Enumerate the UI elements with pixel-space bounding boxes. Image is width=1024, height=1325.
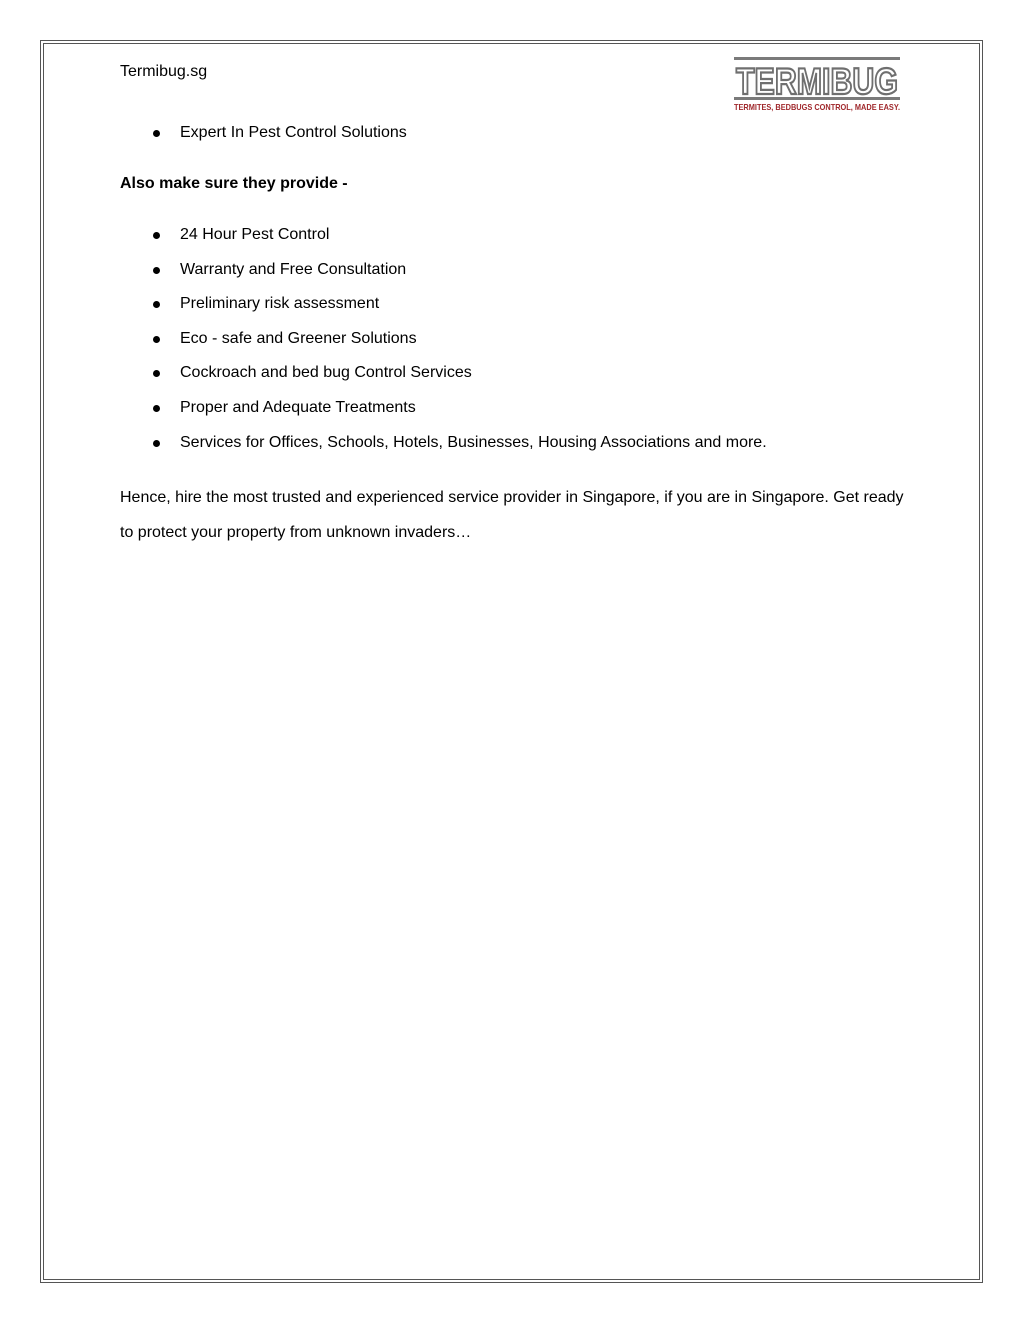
subheading: Also make sure they provide -: [120, 175, 348, 192]
bullet-icon: [153, 301, 160, 308]
list-item: [120, 398, 920, 433]
list-item: [120, 260, 920, 295]
list-item: [120, 329, 920, 364]
termibug-logo-graphic: [732, 55, 902, 115]
list-item-text: Expert In Pest Control Solutions: [180, 124, 407, 141]
bullet-icon: [153, 370, 160, 377]
bullet-icon: [153, 336, 160, 343]
logo-tagline: TERMITES, BEDBUGS CONTROL, MADE EASY.: [734, 102, 900, 112]
list-item: [120, 225, 920, 260]
header-site-name: Termibug.sg: [120, 63, 208, 80]
closing-paragraph: Hence, hire the most trusted and experienced service provider in Singapore, if you are in Singapore. Get ready to protect your property from unknown invaders…: [120, 489, 904, 541]
bullet-icon: [153, 405, 160, 412]
logo-wordmark: TERMIBUG: [736, 61, 898, 102]
provide-bullet-list: [120, 225, 920, 467]
bullet-icon: [153, 232, 160, 239]
bullet-icon: [153, 440, 160, 447]
termibug-logo: [732, 55, 902, 115]
list-item-text: Warranty and Free Consultation: [180, 260, 407, 278]
list-item: [120, 294, 920, 329]
list-item-text: Eco - safe and Greener Solutions: [180, 329, 417, 347]
bullet-icon: [153, 130, 160, 137]
list-item-text: Proper and Adequate Treatments: [180, 398, 416, 416]
list-item-text: Services for Offices, Schools, Hotels, Businesses, Housing Associations and more.: [180, 433, 767, 451]
list-item: [120, 123, 920, 158]
list-item: [120, 363, 920, 398]
top-bullet-list: [120, 123, 920, 158]
list-item-text: Preliminary risk assessment: [180, 295, 380, 313]
bullet-icon: [153, 267, 160, 274]
list-item: [120, 433, 920, 468]
list-item-text: Cockroach and bed bug Control Services: [180, 364, 472, 382]
list-item-text: 24 Hour Pest Control: [180, 226, 330, 243]
